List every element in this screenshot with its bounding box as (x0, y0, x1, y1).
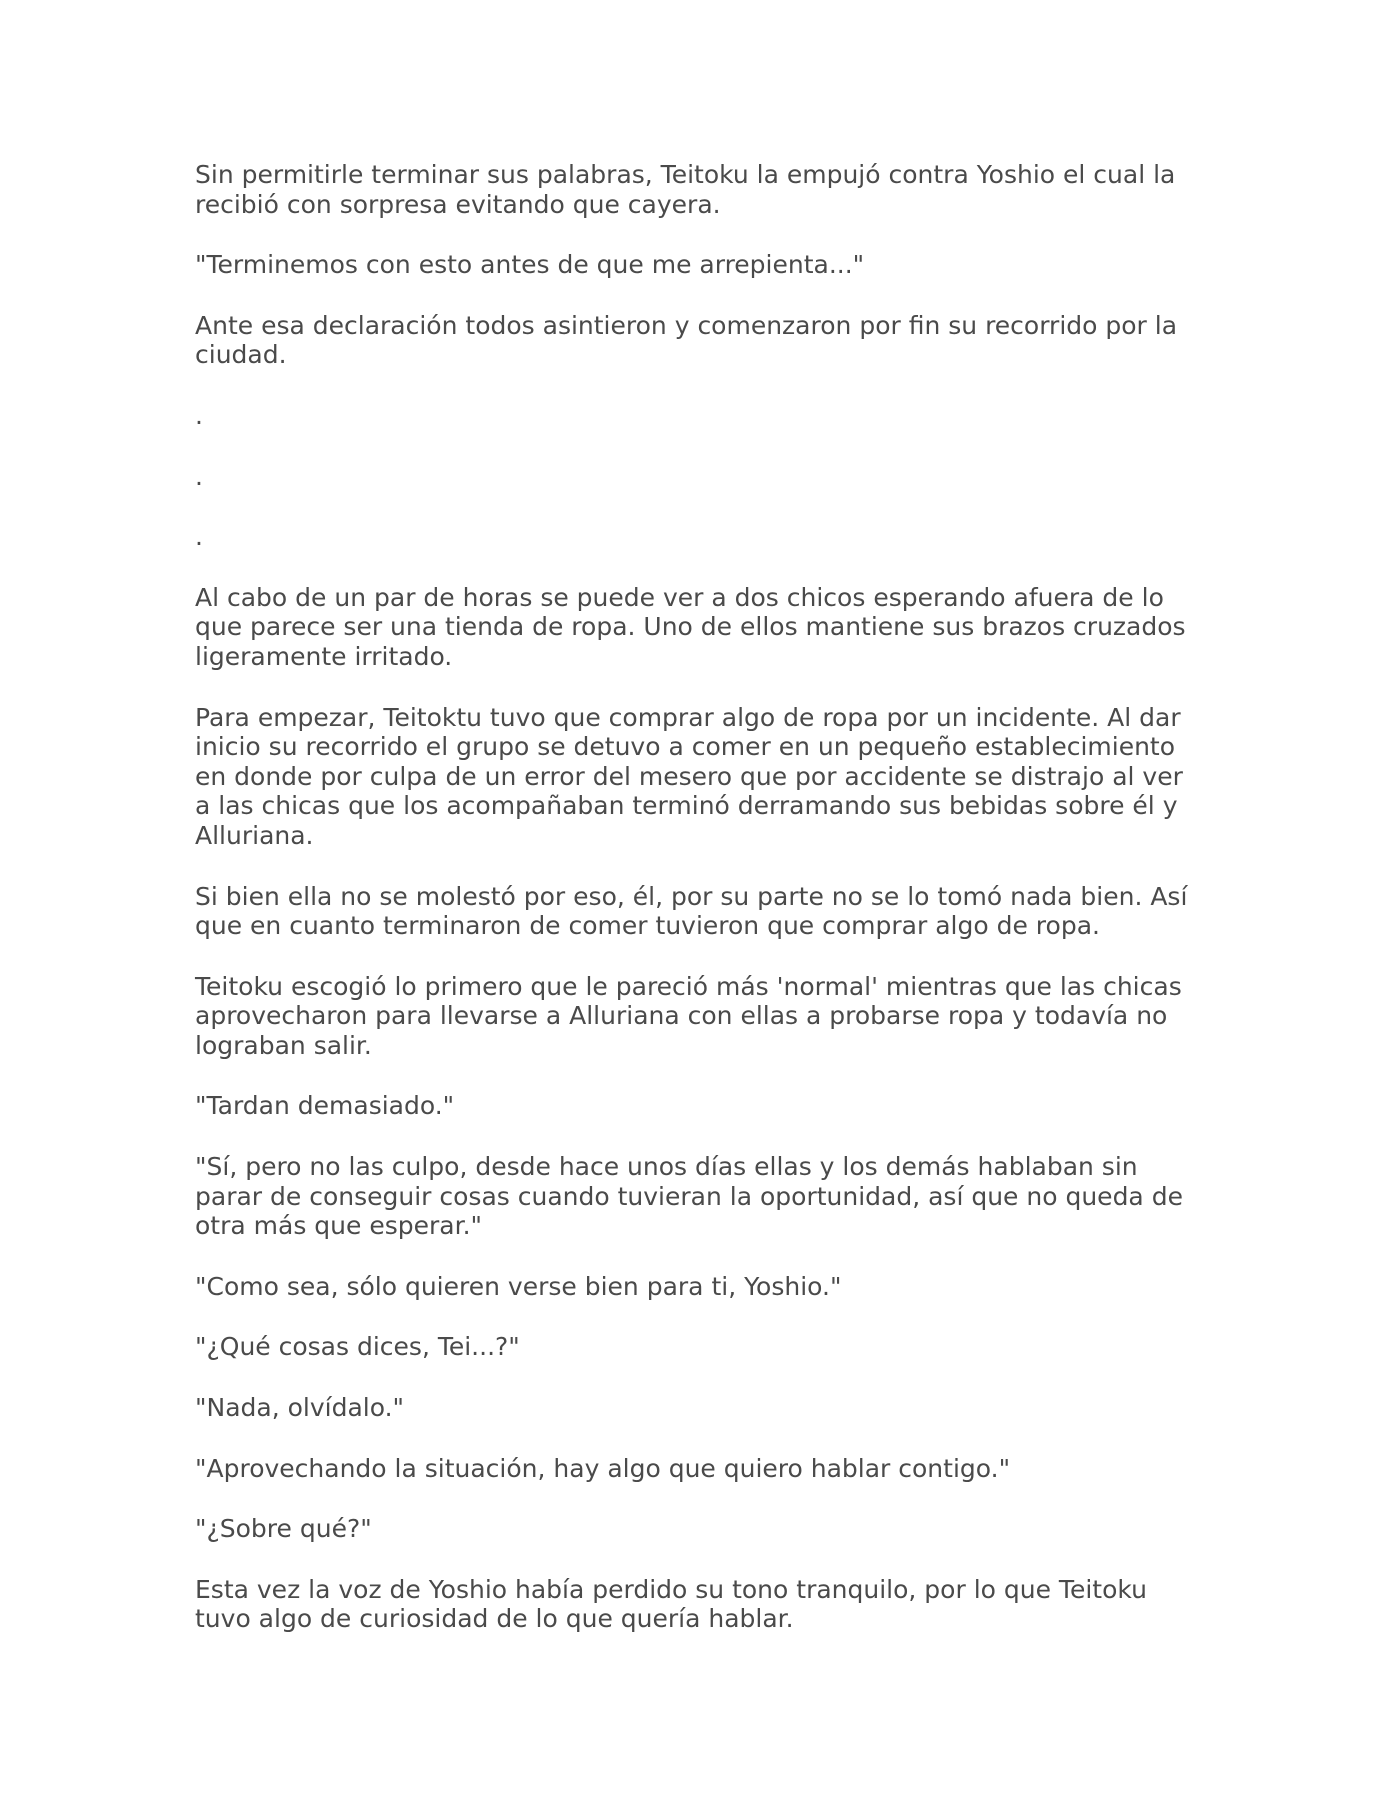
paragraph: Para empezar, Teitoktu tuvo que comprar algo de ropa por un incidente. Al dar inicio su recorrido el grupo se detuvo a comer en un pequeño establecimiento en donde por culpa de un error del mesero que por accidente se distrajo al ver a las chicas que los acompañaban terminó derramando sus bebidas sobre él y Alluriana. (195, 702, 1183, 850)
paragraph: Ante esa declaración todos asintieron y comenzaron por fin su recorrido por la ciudad. (195, 310, 1178, 370)
paragraph: "Terminemos con esto antes de que me arrepienta..." (195, 250, 865, 280)
paragraph: Si bien ella no se molestó por eso, él, por su parte no se lo tomó nada bien. Así que en cuanto terminaron de comer tuvieron que comprar algo de ropa. (195, 881, 1188, 941)
paragraph: Teitoku escogió lo primero que le pareció más 'normal' mientras que las chicas aprovecharon para llevarse a Alluriana con ellas a probarse ropa y todavía no lograban salir. (195, 971, 1182, 1060)
paragraph: Esta vez la voz de Yoshio había perdido su tono tranquilo, por lo que Teitoku tuvo algo de curiosidad de lo que quería hablar. (195, 1574, 1147, 1634)
dialogue-line: "Sí, pero no las culpo, desde hace unos días ellas y los demás hablaban sin parar de conseguir cosas cuando tuvieran la oportunidad, así que no queda de otra más que esperar." (195, 1152, 1183, 1241)
scene-break-dot: . (195, 461, 203, 491)
dialogue-line: "Nada, olvídalo." (195, 1393, 405, 1423)
paragraph: Al cabo de un par de horas se puede ver a dos chicos esperando afuera de lo que parece ser una tienda de ropa. Uno de ellos mantiene sus brazos cruzados ligeramente irritado. (195, 582, 1186, 671)
paragraph: Sin permitirle terminar sus palabras, Teitoku la empujó contra Yoshio el cual la recibió con sorpresa evitando que cayera. (195, 160, 1176, 219)
scene-break-dot: . (195, 400, 203, 430)
dialogue-line: "Tardan demasiado." (195, 1091, 455, 1121)
dialogue-line: "Aprovechando la situación, hay algo que quiero hablar contigo." (195, 1453, 1011, 1483)
dialogue-line: "Como sea, sólo quieren verse bien para ti, Yoshio." (195, 1271, 842, 1301)
dialogue-line: "¿Sobre qué?" (195, 1514, 372, 1544)
dialogue-line: "¿Qué cosas dices, Tei...?" (195, 1332, 520, 1362)
scene-break-dot: . (195, 522, 203, 552)
document-body (195, 160, 1205, 1665)
